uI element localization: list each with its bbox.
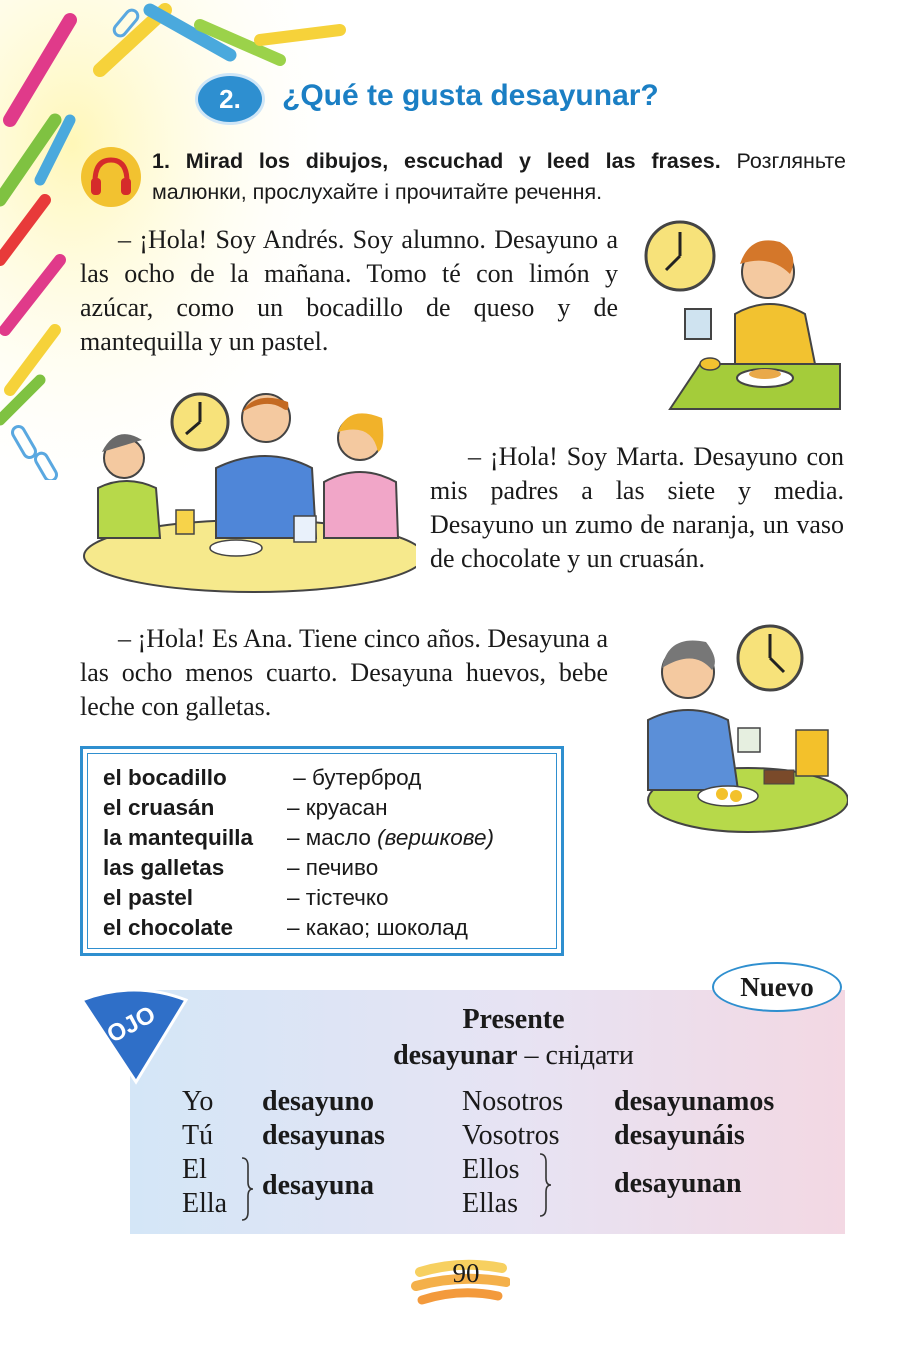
form-desayunas: desayunas xyxy=(262,1120,385,1151)
exercise-instruction xyxy=(152,146,846,208)
illustration-andres-breakfast xyxy=(640,214,846,414)
form-desayunamos: desayunamos xyxy=(614,1086,775,1117)
new-badge: Nuevo xyxy=(712,962,842,1012)
vocab-spanish: el pastel xyxy=(103,885,194,910)
pronoun-ella: Ella xyxy=(182,1188,228,1219)
vocab-translation: – масло (вершкове) xyxy=(287,825,494,850)
vocab-row xyxy=(103,825,494,851)
form-desayuno: desayuno xyxy=(262,1086,375,1117)
paragraph-ana: – ¡Hola! Es Ana. Tiene cinco años. Desayuna a las ocho menos cuarto. Desayuna huevos, bebe leche con galletas. xyxy=(80,624,608,721)
vocabulary-box xyxy=(80,746,564,956)
lesson-title: ¿Qué te gusta desayunar? xyxy=(282,79,659,112)
form-desayunais: desayunáis xyxy=(614,1120,745,1151)
pronoun-yo: Yo xyxy=(182,1086,214,1117)
vocab-translation: – печиво xyxy=(287,855,379,880)
pronoun-nosotros: Nosotros xyxy=(462,1086,564,1117)
pronoun-tu: Tú xyxy=(182,1120,214,1151)
instruction-spanish: 1. Mirad los dibujos, escuchad y leed las frases. xyxy=(152,149,721,173)
vocab-spanish: el bocadillo xyxy=(103,765,227,790)
ojo-label: OJO xyxy=(102,1000,161,1049)
headphones-icon[interactable] xyxy=(80,146,142,208)
lesson-number-badge: 2. xyxy=(198,76,262,122)
vocab-spanish: las galletas xyxy=(103,855,225,880)
grammar-verb-heading: desayunar – снідати xyxy=(393,1040,634,1071)
pronoun-ellos: Ellos xyxy=(462,1154,520,1185)
vocab-spanish: el chocolate xyxy=(103,915,234,940)
illustration-ana-breakfast xyxy=(628,620,848,834)
vocab-translation: – бутерброд xyxy=(287,765,422,790)
vocab-row xyxy=(103,885,388,911)
vocab-row xyxy=(103,915,468,941)
illustration-family-breakfast xyxy=(76,388,416,600)
vocab-spanish: la mantequilla xyxy=(103,825,254,850)
pronoun-ellas: Ellas xyxy=(462,1188,518,1219)
pronoun-el: El xyxy=(182,1154,207,1185)
vocab-spanish: el cruasán xyxy=(103,795,215,820)
paragraph-andres: – ¡Hola! Soy Andrés. Soy alumno. Desayuno a las ocho de la mañana. Tomo té con limón y azúcar, como un bocadillo de queso y de mantequilla y un pastel. xyxy=(80,225,618,356)
form-desayunan: desayunan xyxy=(614,1168,742,1199)
vocab-translation: – круасан xyxy=(287,795,388,820)
brace-plural xyxy=(538,1152,552,1218)
vocab-row xyxy=(103,855,378,881)
instruction-ukrainian: Розгляньте малюнки, прослухайте і прочитайте речення. xyxy=(152,149,846,204)
vocab-row xyxy=(103,795,388,821)
page-number: 90 xyxy=(452,1258,480,1288)
paragraph-marta: – ¡Hola! Soy Marta. Desayuno con mis padres a las siete y media. Desayuno un zumo de naranja, un vaso de chocolate y un cruasán. xyxy=(430,442,844,573)
vocab-row xyxy=(103,765,421,791)
vocab-translation: – какао; шоколад xyxy=(287,915,468,940)
form-desayuna: desayuna xyxy=(262,1170,375,1201)
vocab-translation: – тістечко xyxy=(287,885,389,910)
brace-singular xyxy=(240,1156,254,1222)
pronoun-vosotros: Vosotros xyxy=(462,1120,560,1151)
grammar-tense-title: Presente xyxy=(462,1004,565,1035)
